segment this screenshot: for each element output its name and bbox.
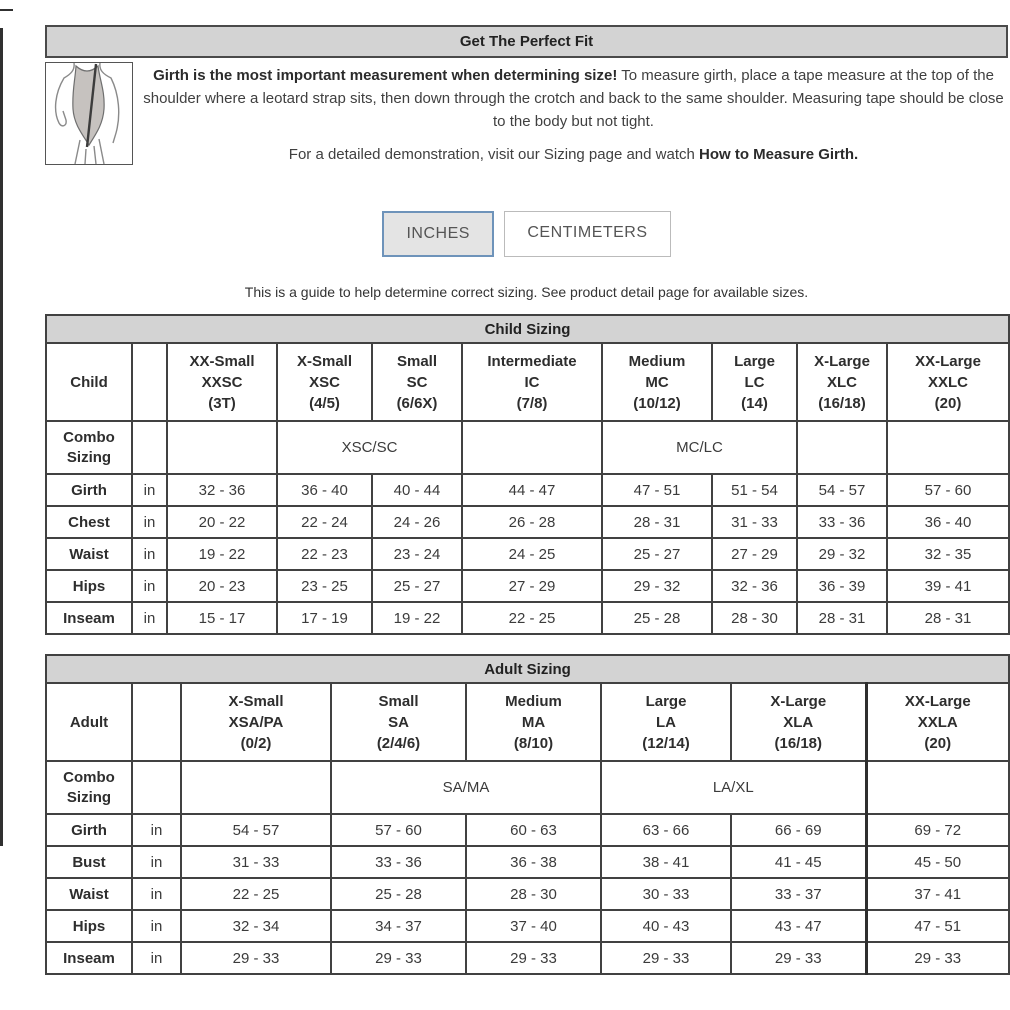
child-combo-blank	[167, 421, 277, 474]
adult-combo-label: Combo Sizing	[46, 761, 132, 814]
child-col-large: Large LC (14)	[712, 343, 797, 421]
screenshot-edge-notch	[0, 9, 13, 11]
table-row-child-girth: Girth in 32 - 36 36 - 40 40 - 44 44 - 47 47 - 51 51 - 54 54 - 57 57 - 60	[46, 474, 1009, 506]
unit-toggle	[45, 211, 1008, 257]
child-combo-xsc-sc: XSC/SC	[277, 421, 462, 474]
table-row-adult-girth: Girth in 54 - 57 57 - 60 60 - 63 63 - 66 66 - 69 69 - 72	[46, 814, 1009, 846]
child-col-xlarge: X-Large XLC (16/18)	[797, 343, 887, 421]
child-combo-unit-cell	[132, 421, 167, 474]
girth-instructions-bold: Girth is the most important measurement when determining size!	[153, 67, 618, 84]
adult-combo-blank	[181, 761, 331, 814]
table-row-child-hips: Hips in 20 - 23 23 - 25 25 - 27 27 - 29 29 - 32 32 - 36 36 - 39 39 - 41	[46, 570, 1009, 602]
screenshot-edge-line	[0, 28, 3, 846]
unit-cell: in	[132, 846, 181, 878]
child-table-corner-label: Child	[46, 343, 132, 421]
demo-note-text: For a detailed demonstration, visit our Sizing page and watch	[288, 146, 700, 163]
adult-col-xsmall: X-Small XSA/PA (0/2)	[181, 683, 331, 761]
child-col-intermediate: Intermediate IC (7/8)	[462, 343, 602, 421]
adult-combo-sa-ma: SA/MA	[331, 761, 601, 814]
unit-cell: in	[132, 942, 181, 974]
table-row-child-waist: Waist in 19 - 22 22 - 23 23 - 24 24 - 25 25 - 27 27 - 29 29 - 32 32 - 35	[46, 538, 1009, 570]
unit-cell: in	[132, 474, 167, 506]
intro-text-block	[133, 62, 1008, 165]
unit-cell: in	[132, 910, 181, 942]
leotard-girth-illustration	[45, 62, 133, 165]
adult-table-title: Adult Sizing	[46, 655, 1009, 683]
child-col-xsmall: X-Small XSC (4/5)	[277, 343, 372, 421]
table-row-adult-waist: Waist in 22 - 25 25 - 28 28 - 30 30 - 33 33 - 37 37 - 41	[46, 878, 1009, 910]
page-title: Get The Perfect Fit	[45, 25, 1008, 58]
unit-cell: in	[132, 814, 181, 846]
child-col-xxsmall: XX-Small XXSC (3T)	[167, 343, 277, 421]
table-row-child-inseam: Inseam in 15 - 17 17 - 19 19 - 22 22 - 25 25 - 28 28 - 30 28 - 31 28 - 31	[46, 602, 1009, 634]
table-row-adult-hips: Hips in 32 - 34 34 - 37 37 - 40 40 - 43 43 - 47 47 - 51	[46, 910, 1009, 942]
leotard-figure-icon	[46, 63, 132, 164]
demo-note-bold: How to Measure Girth.	[699, 146, 859, 163]
adult-table-corner-label: Adult	[46, 683, 132, 761]
child-combo-label: Combo Sizing	[46, 421, 132, 474]
centimeters-button[interactable]: CENTIMETERS	[504, 211, 670, 257]
adult-col-xxlarge: XX-Large XXLA (20)	[866, 683, 1009, 761]
unit-cell: in	[132, 878, 181, 910]
unit-cell: in	[132, 602, 167, 634]
adult-sizing-table	[45, 654, 1010, 975]
child-combo-blank	[887, 421, 1009, 474]
unit-cell: in	[132, 570, 167, 602]
child-sizing-table	[45, 314, 1010, 635]
adult-col-small: Small SA (2/4/6)	[331, 683, 466, 761]
child-combo-mc-lc: MC/LC	[602, 421, 797, 474]
child-col-medium: Medium MC (10/12)	[602, 343, 712, 421]
adult-combo-unit-cell	[132, 761, 181, 814]
adult-combo-la-xl: LA/XL	[601, 761, 866, 814]
child-col-small: Small SC (6/6X)	[372, 343, 462, 421]
unit-cell: in	[132, 506, 167, 538]
guide-note: This is a guide to help determine correct sizing. See product detail page for available sizes.	[244, 284, 809, 300]
adult-combo-blank	[866, 761, 1009, 814]
child-combo-blank	[462, 421, 602, 474]
table-row-adult-bust: Bust in 31 - 33 33 - 36 36 - 38 38 - 41 41 - 45 45 - 50	[46, 846, 1009, 878]
demo-note	[143, 146, 1004, 163]
child-col-xxlarge: XX-Large XXLC (20)	[887, 343, 1009, 421]
adult-col-medium: Medium MA (8/10)	[466, 683, 601, 761]
adult-col-xlarge: X-Large XLA (16/18)	[731, 683, 866, 761]
adult-col-large: Large LA (12/14)	[601, 683, 731, 761]
girth-instructions-rest: To measure girth, place a tape measure at the top of the shoulder where a leotard strap sits, then down through the crotch and back to the same shoulder. Measuring tape should be close to the body but not tight.	[143, 67, 1004, 130]
girth-instructions	[143, 64, 1004, 133]
child-table-title: Child Sizing	[46, 315, 1009, 343]
inches-button[interactable]: INCHES	[382, 211, 493, 257]
intro-section	[45, 62, 1008, 165]
child-combo-blank	[797, 421, 887, 474]
table-row-child-chest: Chest in 20 - 22 22 - 24 24 - 26 26 - 28 28 - 31 31 - 33 33 - 36 36 - 40	[46, 506, 1009, 538]
sizing-guide-page	[45, 25, 1008, 975]
unit-cell: in	[132, 538, 167, 570]
child-unit-header	[132, 343, 167, 421]
table-row-adult-inseam: Inseam in 29 - 33 29 - 33 29 - 33 29 - 33 29 - 33 29 - 33	[46, 942, 1009, 974]
adult-unit-header	[132, 683, 181, 761]
